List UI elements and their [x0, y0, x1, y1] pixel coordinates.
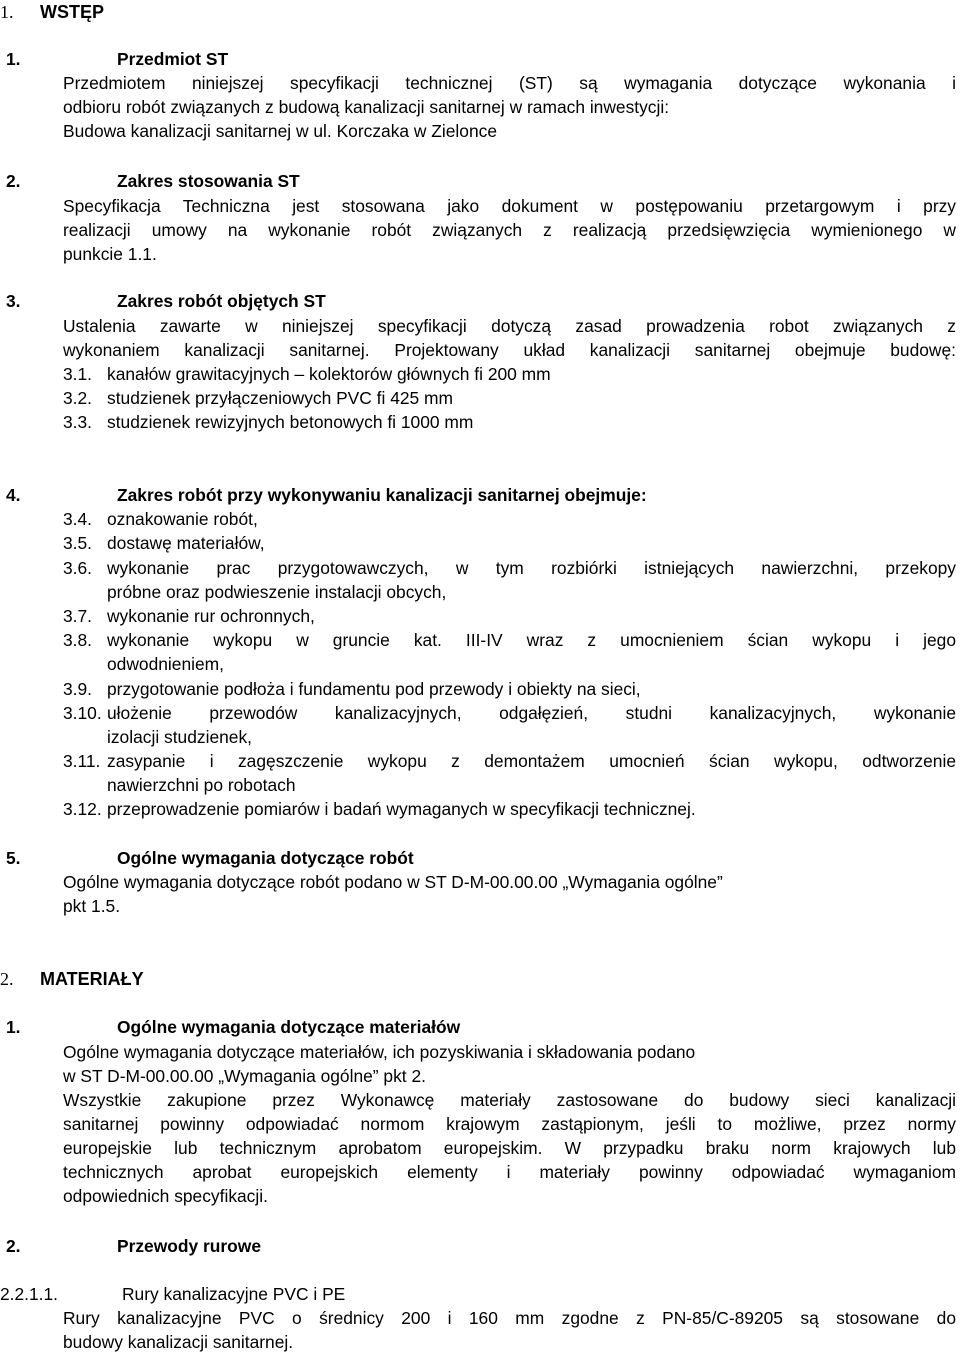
section-paragraph-zakres-robot: [63, 314, 956, 362]
section-title: Przewody rurowe: [117, 1236, 261, 1256]
list-item-text: przygotowanie podłoża i fundamentu pod przewody i obiekty na sieci,: [107, 679, 641, 699]
paragraph-line: odpowiednich specyfikacji.: [63, 1186, 268, 1206]
paragraph-line: Wszystkie zakupione przez Wykonawcę materiały zastosowane do budowy sieci kanalizacji: [63, 1090, 956, 1110]
section-paragraph-przedmiot: [63, 71, 956, 143]
list-item-text: studzienek rewizyjnych betonowych fi 1000 mm: [107, 412, 474, 432]
section-heading-przewody-rurowe: [6, 1234, 261, 1258]
list-item-text: kanałów grawitacyjnych – kolektorów głównych fi 200 mm: [107, 364, 551, 384]
section-heading-zakres-robot: [6, 289, 326, 313]
list-item-number: 3.12.: [63, 799, 102, 819]
chapter-title: WSTĘP: [40, 2, 105, 22]
chapter-number: 2.: [0, 969, 14, 989]
section-heading-zakres-stosowania: [6, 169, 300, 193]
paragraph-line: technicznych aprobat europejskich elementy i materiały powinny odpowiadać wymaganiom: [63, 1162, 956, 1182]
section-number: 1.: [6, 49, 21, 69]
list-item-number: 3.9.: [63, 679, 93, 699]
list-item-text: przeprowadzenie pomiarów i badań wymaganych w specyfikacji technicznej.: [107, 799, 696, 819]
section-title: Zakres robót przy wykonywaniu kanalizacji sanitarnej obejmuje:: [117, 485, 647, 505]
section-title: Przedmiot ST: [117, 49, 229, 69]
paragraph-line: Przedmiotem niniejszej specyfikacji technicznej (ST) są wymagania dotyczące wykonania i: [63, 73, 956, 93]
section-number: 5.: [6, 848, 21, 868]
list-item-text: dostawę materiałów,: [107, 533, 265, 553]
section-title: Zakres robót objętych ST: [117, 291, 326, 311]
chapter-heading-wstep: [0, 0, 104, 24]
section-number: 2.: [6, 171, 21, 191]
paragraph-line: europejskie lub technicznym aprobatom europejskim. W przypadku braku norm krajowych lub: [63, 1138, 956, 1158]
list-item-number: 3.5.: [63, 533, 93, 553]
list-item-number: 3.1.: [63, 364, 93, 384]
list-item-number: 3.6.: [63, 558, 93, 578]
paragraph-line: Rury kanalizacyjne PVC o średnicy 200 i 160 mm zgodne z PN-85/C-89205 są stosowane do: [63, 1308, 956, 1328]
subsection-heading-rury-pvc: [0, 1282, 345, 1306]
paragraph-line: odbioru robót związanych z budową kanalizacji sanitarnej w ramach inwestycji:: [63, 97, 670, 117]
chapter-number: 1.: [0, 2, 14, 22]
list-item-text: izolacji studzienek,: [107, 727, 252, 747]
paragraph-line: w ST D-M-00.00.00 „Wymagania ogólne” pkt 2.: [63, 1066, 426, 1086]
list-item-number: 3.7.: [63, 606, 93, 626]
list-item-text: wykonanie rur ochronnych,: [107, 606, 315, 626]
chapter-heading-materialy: [0, 967, 144, 991]
paragraph-line: Specyfikacja Techniczna jest stosowana jako dokument w postępowaniu przetargowym i przy: [63, 196, 956, 216]
paragraph-line: budowy kanalizacji sanitarnej.: [63, 1332, 294, 1352]
list-item-number: 3.2.: [63, 388, 93, 408]
paragraph-line: Ogólne wymagania dotyczące materiałów, ich pozyskiwania i składowania podano: [63, 1042, 696, 1062]
chapter-title: MATERIAŁY: [40, 969, 144, 989]
paragraph-line: punkcie 1.1.: [63, 244, 157, 264]
paragraph-line: Ustalenia zawarte w niniejszej specyfikacji dotyczą zasad prowadzenia robot związanych z: [63, 316, 956, 336]
section-title: Zakres stosowania ST: [117, 171, 300, 191]
section-number: 1.: [6, 1017, 21, 1037]
list-item-number: 3.10.: [63, 703, 102, 723]
list-item-text: nawierzchni po robotach: [107, 775, 296, 795]
section-number: 2.: [6, 1236, 21, 1256]
paragraph-line: realizacji umowy na wykonanie robót związanych z realizacją przedsięwzięcia wymienionego w: [63, 220, 956, 240]
section-title: Ogólne wymagania dotyczące materiałów: [117, 1017, 461, 1037]
list-item-text: próbne oraz podwieszenie instalacji obcych,: [107, 582, 447, 602]
section-paragraph-wymagania-materialow: [63, 1040, 956, 1208]
list-item-text: studzienek przyłączeniowych PVC fi 425 mm: [107, 388, 454, 408]
paragraph-line: wykonaniem kanalizacji sanitarnej. Projektowany układ kanalizacji sanitarnej obejmuje budowę:: [63, 340, 956, 360]
section-title: Ogólne wymagania dotyczące robót: [117, 848, 414, 868]
subsection-number: 2.2.1.1.: [0, 1284, 59, 1304]
list-item-text: wykonanie prac przygotowawczych, w tym rozbiórki istniejących nawierzchni, przekopy: [107, 558, 956, 578]
section-number: 4.: [6, 485, 21, 505]
section-heading-przedmiot: [6, 47, 228, 71]
paragraph-line: Budowa kanalizacji sanitarnej w ul. Korczaka w Zielonce: [63, 121, 498, 141]
list-item-text: wykonanie wykopu w gruncie kat. III-IV wraz z umocnieniem ścian wykopu i jego: [107, 630, 956, 650]
paragraph-line: Ogólne wymagania dotyczące robót podano w ST D-M-00.00.00 „Wymagania ogólne”: [63, 872, 723, 892]
list-item-text: ułożenie przewodów kanalizacyjnych, odgałęzień, studni kanalizacyjnych, wykonanie: [107, 703, 956, 723]
list-item-text: oznakowanie robót,: [107, 509, 258, 529]
section-heading-wymagania-robot: [6, 846, 414, 870]
section-paragraph-zakres-stosowania: [63, 194, 956, 266]
section-paragraph-wymagania-robot: [63, 870, 863, 918]
list-item-text: odwodnieniem,: [107, 654, 224, 674]
list-item-text: zasypanie i zagęszczenie wykopu z demontażem umocnień ścian wykopu, odtworzenie: [107, 751, 956, 771]
paragraph-line: sanitarnej powinny odpowiadać normom krajowym zastąpionym, jeśli to możliwe, przez normy: [63, 1114, 956, 1134]
section-heading-wymagania-materialow: [6, 1015, 460, 1039]
section-heading-zakres-wykonywania: [6, 483, 647, 507]
list-item-number: 3.3.: [63, 412, 93, 432]
section-paragraph-rury-pvc: [63, 1306, 956, 1354]
subsection-title: Rury kanalizacyjne PVC i PE: [122, 1284, 346, 1304]
section-number: 3.: [6, 291, 21, 311]
list-item-number: 3.11.: [63, 751, 101, 771]
paragraph-line: pkt 1.5.: [63, 896, 121, 916]
list-item-number: 3.8.: [63, 630, 93, 650]
list-item-number: 3.4.: [63, 509, 93, 529]
